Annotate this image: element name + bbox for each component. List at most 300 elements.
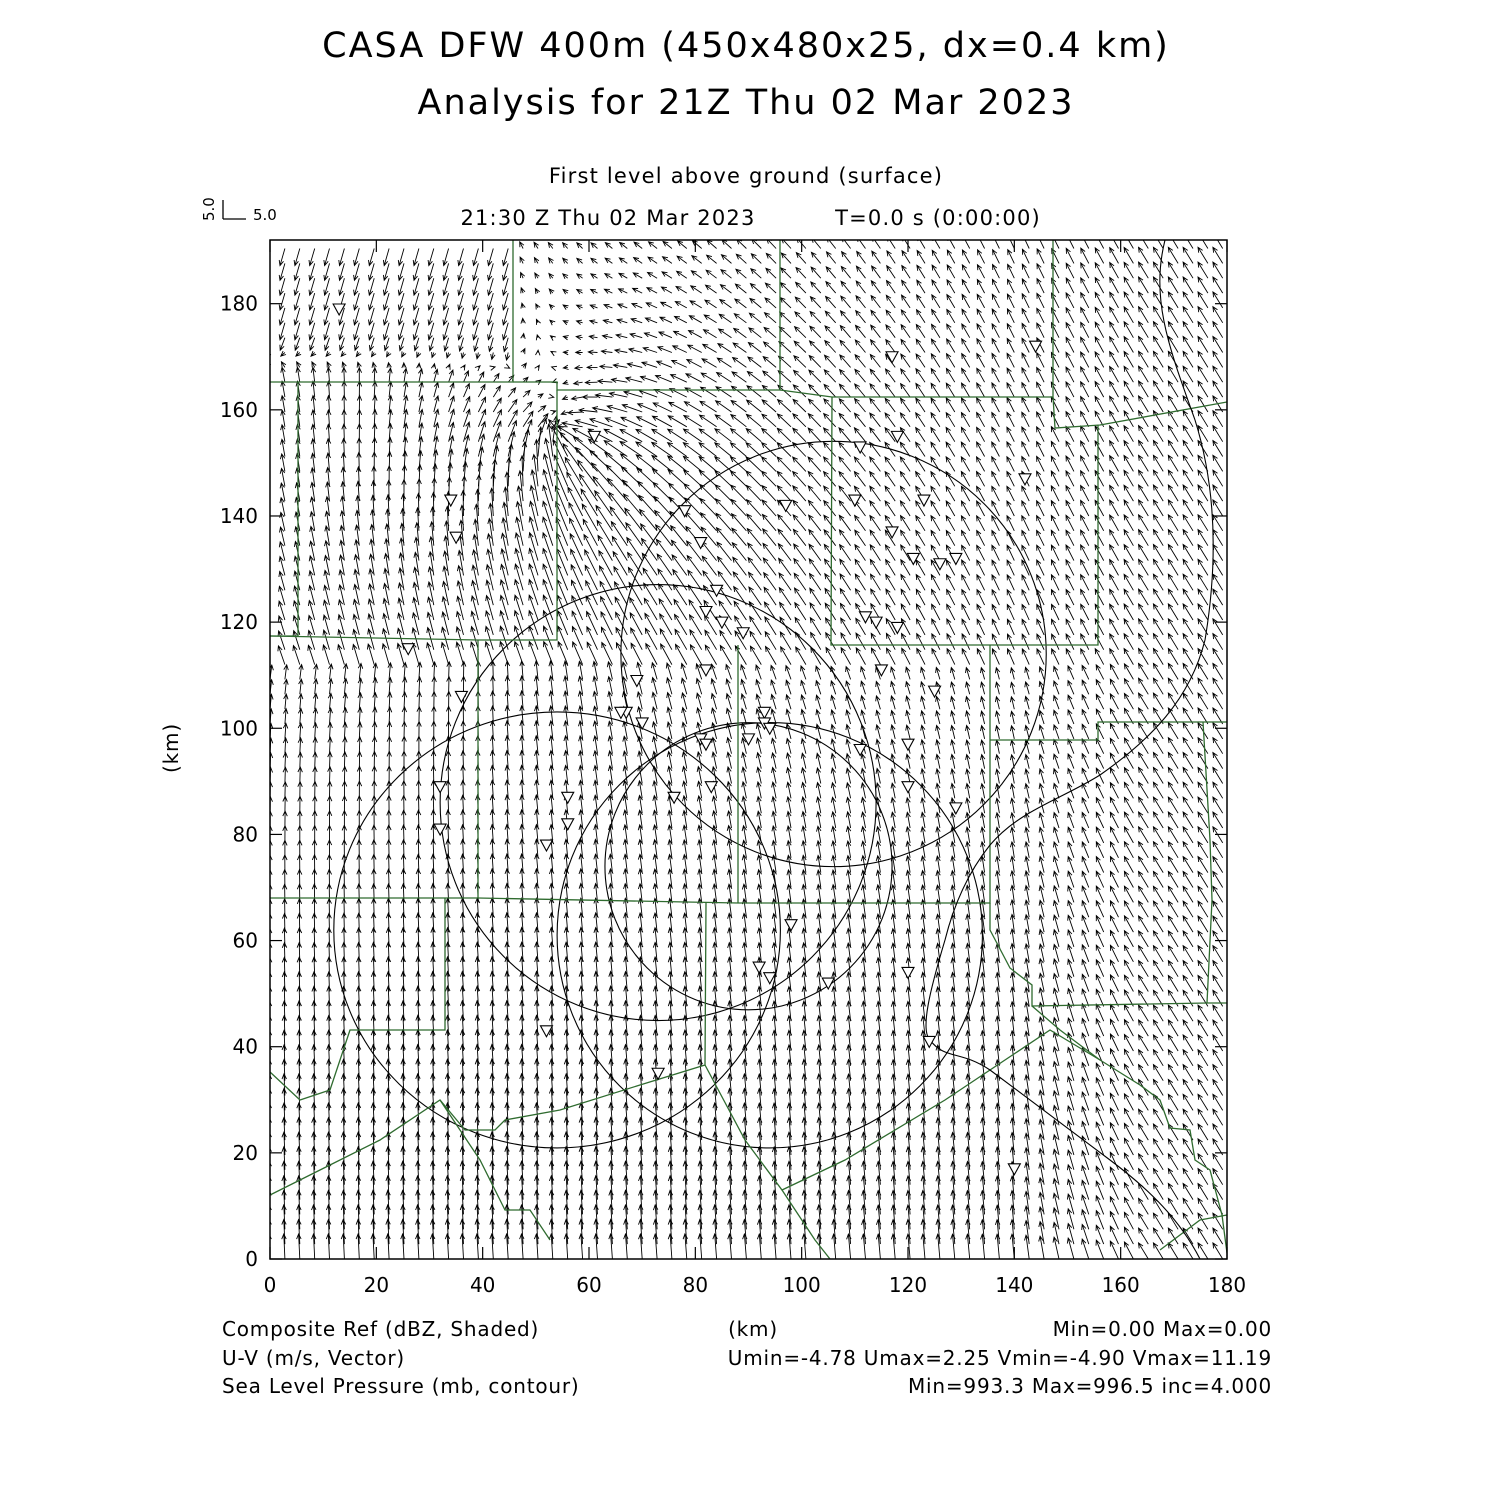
wind-vector (902, 648, 910, 664)
wind-vector (855, 355, 865, 368)
wind-vector (781, 268, 791, 278)
wind-vector (1198, 307, 1208, 323)
wind-vector (684, 402, 701, 412)
wind-vector (1051, 560, 1059, 576)
wind-vector (401, 884, 406, 903)
wind-vector (1198, 530, 1208, 546)
wind-vector (1183, 678, 1193, 694)
wind-vector (995, 755, 999, 769)
wind-vector (612, 378, 628, 382)
wind-vector (855, 413, 866, 427)
wind-vector (1096, 1048, 1104, 1066)
wind-vector (328, 679, 332, 695)
wind-vector (1153, 396, 1163, 412)
wind-vector (1081, 486, 1089, 502)
wind-vector (1168, 1050, 1178, 1066)
wind-vector (668, 416, 687, 427)
wind-vector (992, 309, 999, 323)
wind-vector (1081, 233, 1089, 248)
wind-vector (1124, 277, 1133, 293)
station-marker (780, 500, 792, 511)
wind-vector (1213, 753, 1223, 769)
wind-vector (1110, 812, 1118, 828)
wind-vector (342, 811, 347, 828)
wind-vector (1053, 857, 1059, 873)
wind-vector (786, 768, 791, 784)
wind-vector (861, 798, 865, 814)
wind-vector (668, 766, 672, 783)
wind-vector (1054, 842, 1060, 858)
wind-vector (947, 295, 955, 308)
wind-vector (846, 797, 850, 813)
wind-vector (1096, 886, 1103, 902)
wind-vector (696, 693, 701, 709)
wind-vector (667, 707, 672, 724)
wind-vector (936, 696, 940, 709)
wind-vector (1168, 262, 1178, 278)
wind-vector (1110, 337, 1119, 353)
wind-vector (1081, 649, 1089, 665)
wind-vector (977, 560, 985, 575)
wind-vector (932, 236, 940, 249)
wind-vector (445, 1234, 449, 1259)
wind-vector (936, 711, 940, 724)
wind-vector (1183, 500, 1193, 516)
wind-vector (831, 710, 836, 724)
wind-vector (384, 338, 389, 351)
wind-vector (1153, 619, 1163, 635)
wind-vector (372, 766, 377, 783)
wind-vector (886, 325, 895, 338)
wind-vector (1198, 366, 1208, 382)
wind-vector (265, 513, 270, 531)
wind-vector (657, 361, 672, 367)
wind-vector (1124, 574, 1133, 590)
wind-vector (535, 289, 539, 295)
wind-vector (1139, 530, 1149, 546)
wind-vector (1082, 886, 1089, 902)
y-tick-label: 160 (219, 397, 258, 422)
wind-vector (298, 796, 303, 813)
wind-vector (746, 485, 761, 501)
wind-vector (401, 1234, 405, 1259)
wind-vector (840, 603, 850, 620)
wind-vector (712, 826, 716, 843)
wind-vector (1068, 769, 1074, 784)
wind-vector (1183, 262, 1193, 278)
station-marker (753, 962, 765, 973)
wind-vector (1082, 724, 1089, 739)
wind-vector (343, 664, 348, 680)
wind-vector (750, 298, 761, 308)
wind-vector (762, 486, 776, 502)
wind-vector (357, 796, 362, 813)
wind-vector (1124, 1242, 1133, 1259)
wind-vector (431, 507, 436, 531)
wind-vector (1037, 293, 1044, 308)
wind-vector (733, 343, 746, 353)
wind-vector (1153, 470, 1163, 486)
wind-vector (762, 386, 776, 398)
vector-key-u-label: 5.0 (253, 206, 277, 224)
wind-vector (1168, 723, 1178, 739)
wind-vector (772, 826, 776, 843)
wind-vector (1168, 946, 1178, 962)
wind-vector (1124, 352, 1133, 368)
wind-vector (1213, 1124, 1223, 1140)
wind-vector (493, 386, 500, 397)
wind-vector (901, 516, 911, 531)
wind-vector (312, 1234, 317, 1259)
wind-vector (931, 486, 940, 501)
wind-vector (1168, 1213, 1178, 1229)
wind-vector (491, 474, 496, 502)
wind-vector (715, 443, 732, 457)
wind-vector (343, 737, 348, 754)
wind-vector (520, 242, 524, 249)
wind-vector (1153, 782, 1163, 798)
wind-vector (742, 840, 746, 857)
wind-vector (398, 249, 404, 266)
boundary-line (440, 1100, 550, 1240)
wind-vector (529, 626, 538, 650)
station-marker (1019, 474, 1031, 485)
wind-vector (841, 633, 851, 650)
wind-vector (772, 811, 776, 828)
wind-vector (1110, 530, 1119, 546)
station-marker (700, 607, 712, 618)
wind-vector (947, 590, 955, 606)
wind-vector (661, 302, 672, 308)
wind-vector (577, 274, 583, 279)
wind-vector (801, 739, 806, 754)
wind-vector (832, 870, 836, 887)
wind-vector (917, 295, 925, 308)
wind-vector (876, 841, 880, 858)
wind-vector (357, 362, 361, 367)
wind-vector (713, 1234, 718, 1259)
wind-vector (1153, 812, 1163, 828)
wind-vector (1213, 262, 1223, 278)
wind-vector (1139, 1005, 1149, 1021)
wind-vector (779, 588, 791, 605)
wind-vector (1110, 1108, 1118, 1125)
wind-vector (515, 533, 523, 561)
wind-vector (281, 381, 285, 397)
wind-vector (947, 634, 955, 650)
wind-vector (1124, 1138, 1133, 1155)
wind-vector (981, 813, 985, 828)
wind-vector (1110, 396, 1119, 412)
wind-vector (932, 324, 940, 337)
wind-vector (855, 574, 865, 590)
wind-vector (1139, 381, 1149, 397)
wind-vector (794, 356, 806, 368)
wind-vector (515, 580, 524, 605)
wind-vector (1008, 649, 1015, 665)
wind-vector (387, 722, 392, 739)
wind-vector (1066, 367, 1074, 382)
wind-vector (648, 257, 657, 263)
wind-vector (981, 827, 985, 843)
wind-vector (342, 396, 347, 412)
wind-vector (627, 538, 642, 561)
wind-vector (358, 737, 363, 754)
wind-vector (842, 252, 851, 264)
wind-vector (669, 402, 687, 412)
y-tick-label: 120 (219, 610, 258, 635)
wind-vector (1007, 472, 1014, 487)
wind-vector (916, 428, 925, 442)
wind-vector (461, 780, 466, 798)
wind-vector (901, 545, 910, 561)
wind-vector (701, 373, 716, 382)
wind-vector (1153, 1065, 1163, 1081)
wind-vector (951, 726, 955, 739)
wind-vector (1124, 1212, 1133, 1229)
wind-vector (816, 724, 821, 739)
wind-vector (1124, 634, 1133, 650)
wind-vector (772, 782, 777, 798)
wind-vector (1124, 262, 1133, 278)
wind-vector (992, 413, 1000, 427)
wind-vector (861, 754, 866, 769)
wind-vector (756, 665, 762, 679)
wind-vector (443, 249, 449, 266)
wind-vector (947, 309, 955, 322)
wind-vector (1198, 589, 1208, 605)
wind-vector (787, 812, 791, 829)
wind-vector (584, 535, 598, 561)
wind-vector (478, 461, 483, 487)
wind-vector (688, 345, 702, 352)
wind-vector (1096, 930, 1103, 947)
wind-vector (846, 667, 851, 680)
wind-vector (521, 363, 526, 368)
wind-vector (1010, 697, 1014, 709)
wind-vector (946, 486, 955, 501)
wind-vector (712, 738, 717, 754)
wind-vector (793, 428, 806, 442)
wind-vector (608, 677, 613, 695)
wind-vector (329, 664, 334, 679)
wind-vector (772, 841, 776, 858)
wind-vector (1022, 501, 1029, 516)
wind-vector (691, 286, 702, 293)
wind-vector (585, 550, 598, 576)
wind-vector (811, 282, 821, 293)
wind-vector (1095, 604, 1104, 620)
wind-vector (652, 707, 657, 724)
wind-vector (677, 271, 687, 278)
station-marker (902, 967, 914, 978)
wind-vector (1198, 515, 1208, 531)
wind-vector (357, 396, 361, 413)
wind-vector (706, 270, 717, 278)
wind-vector (1037, 323, 1044, 338)
wind-vector (1068, 666, 1074, 680)
wind-vector (1081, 322, 1089, 337)
wind-vector (1153, 842, 1163, 858)
wind-vector (1213, 530, 1223, 546)
wind-vector (583, 519, 597, 545)
wind-vector (839, 515, 850, 531)
wind-vector (886, 589, 895, 605)
wind-vector (794, 559, 806, 576)
wind-vector (473, 249, 479, 266)
wind-vector (1054, 798, 1060, 813)
wind-vector (645, 318, 657, 323)
wind-vector (1198, 1243, 1208, 1259)
wind-vector (900, 486, 910, 501)
wind-vector (1153, 559, 1163, 575)
wind-vector (839, 443, 851, 457)
wind-vector (1110, 456, 1119, 472)
wind-vector (977, 575, 985, 591)
wind-vector (626, 523, 642, 546)
wind-vector (1095, 441, 1104, 457)
wind-vector (653, 403, 672, 412)
wind-vector (309, 249, 315, 266)
wind-vector (809, 530, 821, 546)
wind-vector (598, 536, 612, 561)
wind-vector (579, 1234, 584, 1259)
wind-vector (846, 768, 851, 783)
wind-vector (1139, 277, 1149, 293)
wind-vector (946, 369, 954, 383)
wind-vector (1183, 723, 1193, 739)
wind-vector (977, 604, 985, 620)
wind-vector (1068, 813, 1074, 829)
wind-vector (1168, 1228, 1178, 1244)
wind-vector (637, 692, 642, 709)
wind-vector (707, 240, 717, 248)
wind-vector (342, 781, 347, 798)
wind-vector (786, 753, 791, 769)
wind-vector (1124, 649, 1133, 665)
wind-vector (534, 1234, 539, 1259)
wind-vector (702, 542, 717, 561)
wind-vector (520, 1234, 524, 1259)
wind-vector (1198, 1228, 1208, 1244)
wind-vector (1110, 352, 1119, 368)
wind-vector (1139, 886, 1149, 902)
wind-vector (417, 692, 422, 709)
wind-vector (946, 501, 955, 516)
wind-vector (1168, 842, 1178, 858)
wind-vector (825, 355, 836, 367)
wind-vector (1010, 740, 1014, 753)
wind-vector (478, 385, 485, 398)
wind-vector (717, 373, 732, 383)
wind-vector (1110, 1241, 1118, 1259)
wind-vector (711, 708, 716, 724)
wind-vector (1051, 471, 1059, 486)
wind-vector (312, 826, 317, 843)
wind-vector (1110, 1197, 1118, 1215)
wind-vector (932, 649, 940, 665)
wind-vector (1139, 455, 1149, 471)
wind-vector (801, 768, 806, 784)
wind-vector (646, 303, 657, 308)
wind-vector (977, 280, 984, 294)
wind-vector (1198, 1184, 1208, 1200)
wind-vector (1183, 589, 1193, 605)
wind-vector (1153, 916, 1163, 932)
wind-vector (371, 928, 376, 947)
wind-vector (1037, 486, 1045, 501)
wind-vector (1213, 381, 1223, 397)
wind-vector (570, 518, 583, 545)
wind-vector (429, 338, 434, 351)
wind-vector (1183, 366, 1193, 382)
wind-vector (588, 350, 597, 355)
wind-vector (931, 413, 940, 427)
wind-vector (1198, 1005, 1208, 1021)
wind-vector (1198, 738, 1208, 754)
wind-vector (1168, 1139, 1178, 1155)
wind-vector (355, 338, 360, 351)
wind-vector (981, 740, 985, 754)
wind-vector (961, 501, 969, 516)
wind-vector (962, 560, 970, 575)
wind-vector (328, 752, 333, 769)
wind-vector (387, 751, 392, 768)
wind-vector (901, 354, 910, 367)
wind-vector (1110, 827, 1118, 843)
wind-vector (1054, 754, 1060, 769)
valid-time-label: 21:30 Z Thu 02 Mar 2023 (460, 206, 756, 230)
wind-vector (505, 1234, 510, 1259)
wind-vector (1124, 500, 1133, 516)
wind-vector (475, 1234, 480, 1259)
wind-vector (604, 304, 612, 308)
wind-vector (876, 710, 881, 724)
wind-vector (727, 767, 732, 784)
wind-vector (1007, 619, 1014, 635)
wind-vector (298, 840, 303, 858)
wind-vector (591, 274, 598, 279)
wind-vector (444, 338, 449, 351)
wind-vector (962, 634, 970, 650)
station-marker (950, 553, 962, 564)
wind-vector (1153, 753, 1163, 769)
wind-vector (1022, 634, 1029, 650)
wind-vector (871, 633, 880, 649)
wind-vector (543, 517, 553, 546)
wind-vector (816, 753, 821, 768)
wind-vector (1110, 322, 1119, 338)
wind-vector (1037, 264, 1044, 278)
wind-vector (779, 558, 791, 575)
wind-vector (1213, 1050, 1223, 1066)
wind-vector (977, 649, 984, 665)
wind-vector (921, 740, 925, 754)
wind-vector (1168, 574, 1178, 590)
wind-vector (1081, 456, 1089, 472)
wind-vector (623, 736, 628, 753)
wind-vector (992, 324, 999, 338)
wind-vector (558, 626, 568, 649)
wind-vector (981, 755, 985, 769)
wind-vector (1213, 946, 1223, 962)
wind-vector (977, 398, 985, 412)
wind-vector (1153, 634, 1163, 650)
wind-vector (428, 249, 434, 266)
wind-vector (357, 381, 362, 397)
wind-vector (1168, 1035, 1178, 1051)
wind-vector (1051, 530, 1059, 545)
